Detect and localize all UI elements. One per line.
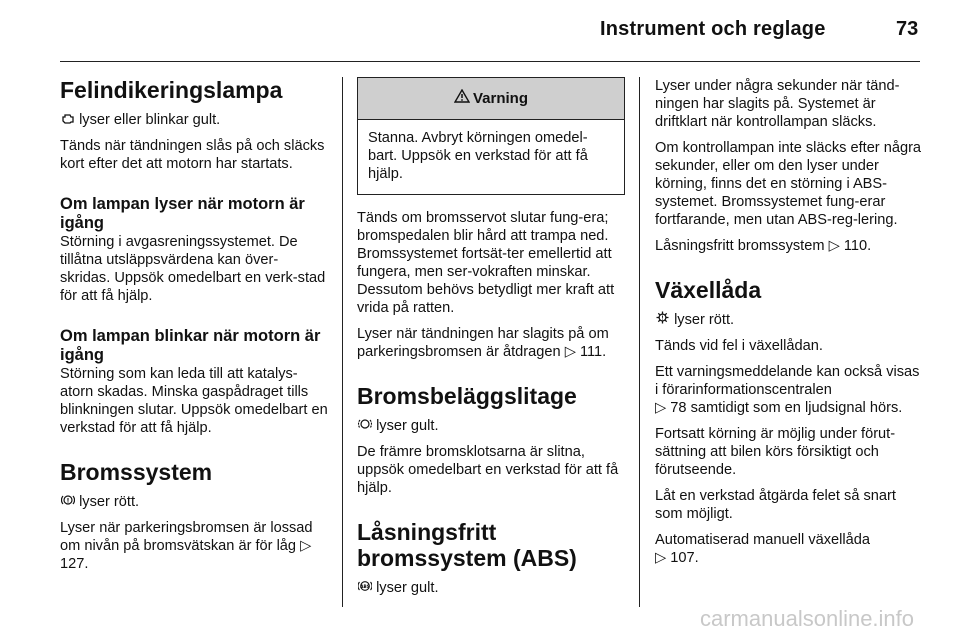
page-reference-icon: ▷ [655,550,667,566]
text: lyser rött. [79,494,140,510]
paragraph [655,311,923,329]
page-reference-icon: ▷ [828,238,840,254]
text: lyser rött. [674,312,735,328]
warning-box [357,77,625,195]
gear-icon [655,311,670,329]
svg-text:!: ! [661,315,664,322]
brake-warning-icon [60,493,75,511]
column-divider-1 [342,77,343,607]
paragraph: Tänds vid fel i växellådan. [655,338,823,354]
column-divider-2 [639,77,640,607]
text: Lyser när tändningen har slagits på om parkeringsbromsen är åtdragen [357,326,609,360]
paragraph: Tänds om bromsservot slutar fung-era; bromspedalen blir hård att trampa ned. Bromssystemet fortsät-ter emellertid att fungera, men ser-vokraften minskar. Dessutom behövs betydligt mer kraft att vrida på ratten. [357,210,615,316]
page-number: 73 [896,18,919,40]
heading-om-lampan-blinkar: Om lampan blinkar när motorn är igång [60,327,321,364]
text: Låsningsfritt bromssystem [655,238,825,254]
page-reference[interactable]: 78 [670,400,687,416]
page-header-title: Instrument och reglage [600,18,826,40]
page-reference[interactable]: 111. [579,344,607,360]
column-1 [60,77,328,581]
header-rule [60,61,920,62]
paragraph: Om kontrollampan inte släcks efter några sekunder, eller om den lyser under körning, finns det en störning i ABS-systemet. Bromssystemet fung-erar fortfarande, men utan ABS-reg-lering. [655,140,922,228]
text: Lyser när parkeringsbromsen är lossad om nivån på bromsvätskan är för låg [60,520,313,554]
heading-bromsbelaggslitage: Bromsbeläggslitage [357,383,577,409]
warning-title: Varning [472,89,528,107]
page-reference-icon: ▷ [655,400,667,416]
text: lyser eller blinkar gult. [79,112,221,128]
heading-vaxellada: Växellåda [655,277,762,303]
text: lyser gult. [376,580,439,596]
text: Ett varningsmeddelande kan också visas i förarinformationscentralen [655,364,920,398]
brake-pad-wear-icon [357,417,372,435]
column-3 [655,77,923,575]
svg-text:!: ! [66,497,69,505]
warning-header [358,78,624,120]
engine-warning-icon [60,111,75,129]
svg-text:ABS: ABS [359,583,370,589]
paragraph [60,519,328,573]
paragraph: Låt en verkstad åtgärda felet så snart som möjligt. [655,488,896,522]
warning-text: Stanna. Avbryt körningen omedel-bart. Uppsök en verkstad för att få hjälp. [368,130,588,182]
paragraph: Lyser under några sekunder när tänd-ningen har slagits på. Systemet är driftklart när kontrollampan släcks. [655,78,900,130]
paragraph [357,325,625,361]
paragraph [655,363,923,417]
heading-om-lampan-lyser: Om lampan lyser när motorn är igång [60,195,305,232]
page-reference[interactable]: 107. [670,550,699,566]
paragraph [357,417,625,435]
paragraph [60,111,328,129]
page-reference-icon: ▷ [564,344,576,360]
column-2 [357,77,625,605]
paragraph [655,531,923,567]
paragraph: Fortsatt körning är möjlig under förut-sättning att bilen körs försiktigt och förutseende. [655,426,896,478]
heading-bromssystem: Bromssystem [60,459,213,485]
paragraph [357,579,625,597]
warning-triangle-icon [454,89,470,108]
abs-warning-icon [357,579,372,597]
heading-felindikeringslampa: Felindikeringslampa [60,77,283,103]
page-reference[interactable]: 127. [60,556,89,572]
page-reference-icon: ▷ [300,538,312,554]
paragraph: Tänds när tändningen slås på och släcks kort efter det att motorn har startats. [60,138,325,172]
text: Automatiserad manuell växellåda [655,532,870,548]
paragraph [60,493,328,511]
page-reference[interactable]: 110. [843,238,872,254]
watermark: carmanualsonline.info [700,606,915,631]
paragraph [655,237,923,255]
paragraph: De främre bromsklotsarna är slitna, uppsök omedelbart en verkstad för att få hjälp. [357,444,619,496]
heading-abs: Låsningsfritt bromssystem (ABS) [357,519,577,571]
text: lyser gult. [376,418,439,434]
paragraph: Störning i avgasreningssystemet. De tillåtna utsläppsvärdena kan över-skridas. Uppsök omedelbart en verk-stad för att få hjälp. [60,234,326,304]
text: samtidigt som en ljudsignal hörs. [690,400,903,416]
paragraph: Störning som kan leda till att katalys-atorn skadas. Minska gaspådraget tills blinkningen slutar. Uppsök omedelbart en verkstad för att få hjälp. [60,366,328,436]
